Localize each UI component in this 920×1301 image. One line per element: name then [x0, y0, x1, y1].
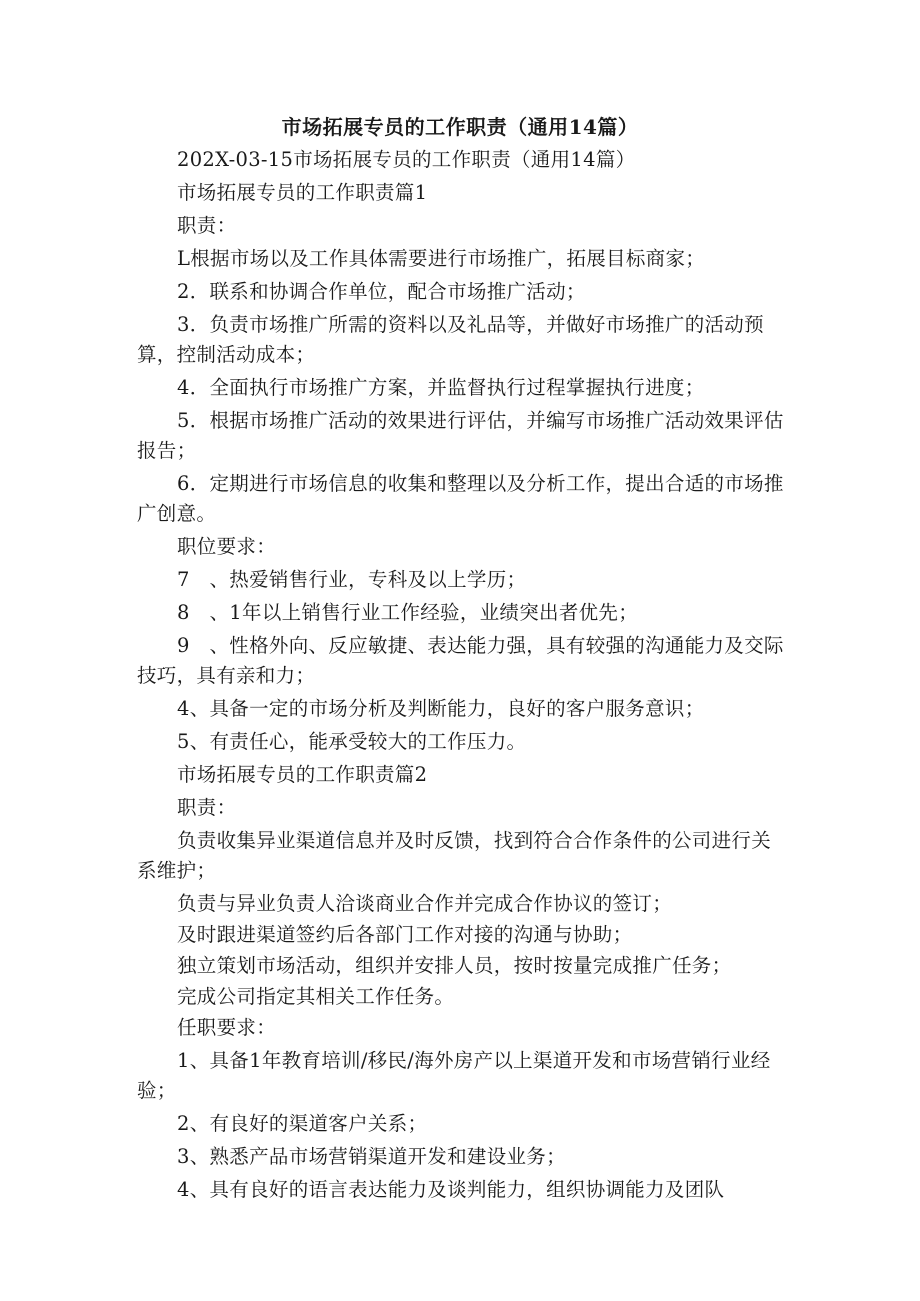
- list-item: 1、具备1年教育培训/移民/海外房产以上渠道开发和市场营销行业经验；: [137, 1049, 771, 1102]
- list-item: 9 、性格外向、反应敏捷、表达能力强，具有较强的沟通能力及交际技巧，具有亲和力；: [137, 634, 784, 687]
- requirements-heading: 职位要求：: [177, 535, 277, 558]
- list-item: L根据市场以及工作具体需要进行市场推广，拓展目标商家；: [177, 247, 706, 270]
- list-item: 3．负责市场推广所需的资料以及礼品等，并做好市场推广的活动预算，控制活动成本；: [137, 313, 764, 366]
- list-item: 独立策划市场活动，组织并安排人员，按时按量完成推广任务；: [177, 954, 732, 977]
- document-body: [137, 145, 789, 1208]
- date-line: 202X-03-15市场拓展专员的工作职责（通用14篇）: [177, 148, 636, 171]
- list-item: 2．联系和协调合作单位，配合市场推广活动；: [177, 280, 586, 303]
- list-item: 3、熟悉产品市场营销渠道开发和建设业务；: [177, 1145, 566, 1168]
- list-item: 负责收集异业渠道信息并及时反馈，找到符合合作条件的公司进行关系维护；: [137, 829, 772, 882]
- responsibilities-heading: 职责：: [177, 214, 237, 237]
- list-item: 8 、1年以上销售行业工作经验，业绩突出者优先；: [177, 601, 639, 624]
- requirements-heading: 任职要求：: [177, 1016, 277, 1039]
- list-item: 2、有良好的渠道客户关系；: [177, 1112, 428, 1135]
- list-item: 完成公司指定其相关工作任务。: [177, 985, 455, 1008]
- list-item: 及时跟进渠道签约后各部门工作对接的沟通与协助；: [177, 923, 633, 946]
- list-item: 4、具备一定的市场分析及判断能力，良好的客户服务意识；: [177, 697, 705, 720]
- list-item: 4．全面执行市场推广方案，并监督执行过程掌握执行进度；: [177, 376, 705, 399]
- section-heading-1: 市场拓展专员的工作职责篇1: [177, 181, 428, 204]
- list-item: 5、有责任心，能承受较大的工作压力。: [177, 730, 527, 753]
- list-item: 6．定期进行市场信息的收集和整理以及分析工作，提出合适的市场推广创意。: [137, 472, 784, 525]
- list-item: 7 、热爱销售行业，专科及以上学历；: [177, 568, 527, 591]
- responsibilities-heading: 职责：: [177, 796, 237, 819]
- list-item: 4、具有良好的语言表达能力及谈判能力，组织协调能力及团队: [177, 1178, 725, 1201]
- section-heading-2: 市场拓展专员的工作职责篇2: [177, 763, 428, 786]
- list-item: 负责与异业负责人洽谈商业合作并完成合作协议的签订；: [177, 892, 673, 915]
- document-title: 市场拓展专员的工作职责（通用14篇）: [281, 115, 639, 139]
- list-item: 5．根据市场推广活动的效果进行评估，并编写市场推广活动效果评估报告；: [137, 409, 784, 462]
